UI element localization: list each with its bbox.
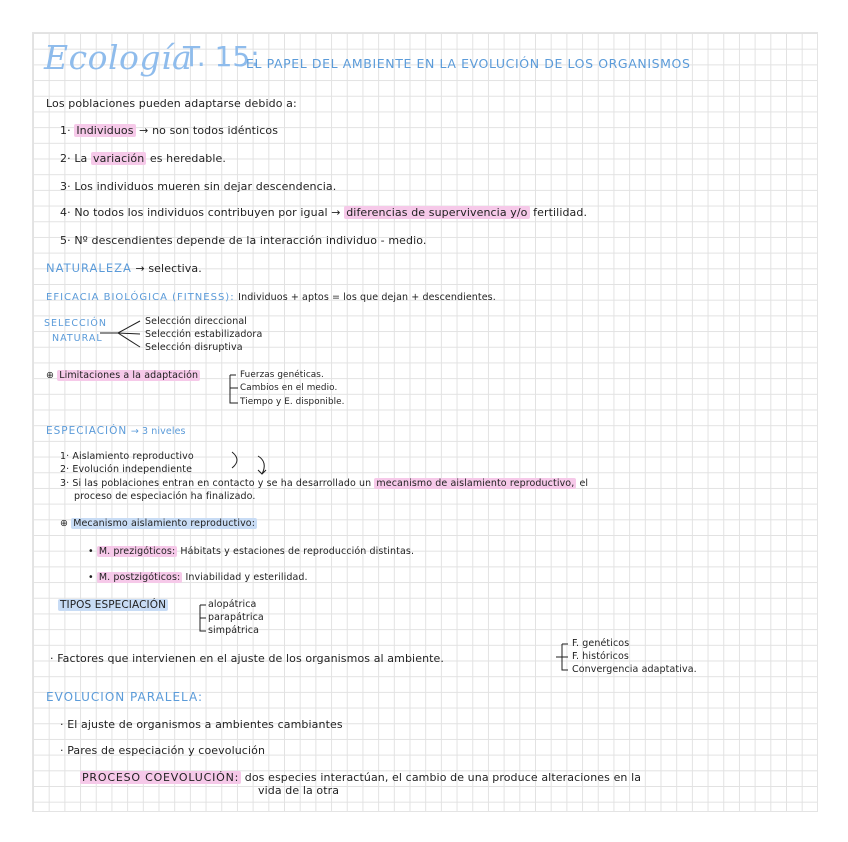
paralela-heading: EVOLUCION PARALELA: <box>46 690 204 704</box>
seleccion-type-2: Selección estabilizadora <box>145 329 263 340</box>
item-number: 2· <box>60 152 71 165</box>
limitaciones-bracket <box>230 375 238 403</box>
limitaciones-label: Limitaciones a la adaptación <box>59 370 199 381</box>
tipo-item-2: parapátrica <box>208 612 264 623</box>
circled-plus-icon: ⊕ <box>60 518 69 529</box>
title-number: T. 15: <box>183 40 260 73</box>
circled-plus-icon: ⊕ <box>46 370 55 381</box>
limitacion-item-3: Tiempo y E. disponible. <box>240 397 345 407</box>
post-text: Inviabilidad y esterilidad. <box>185 572 308 583</box>
item-text: es heredable. <box>149 152 226 165</box>
especiacion-item-1: 1· Aislamiento reproductivo <box>60 451 194 462</box>
pre-text: Hábitats y estaciones de reproducción distintas. <box>180 546 415 557</box>
especiacion-item-2: 2· Evolución independiente <box>60 464 193 475</box>
limitacion-item-1: Fuerzas genéticas. <box>240 370 324 380</box>
especiacion-item-3b: proceso de especiación ha finalizado. <box>74 491 256 502</box>
item-text: Nº descendientes depende de la interacción individuo - medio. <box>74 234 427 247</box>
item-number: 1· <box>60 124 71 137</box>
seleccion-type-3: Selección disruptiva <box>145 342 243 353</box>
eficacia-heading: EFICACIA BIOLÓGICA (FITNESS): <box>46 292 235 303</box>
naturaleza-heading: NATURALEZA <box>46 261 132 275</box>
factor-item-1: F. genéticos <box>572 638 630 649</box>
factor-item-2: F. históricos <box>572 651 629 662</box>
item-highlight: Individuos <box>76 124 134 137</box>
intro-lead: Los poblaciones pueden adaptarse debido a: <box>46 97 297 110</box>
title-main: EL PAPEL DEL AMBIENTE EN LA EVOLUCIÓN DE LOS ORGANISMOS <box>246 56 691 71</box>
eficacia-text: Individuos + aptos = los que dejan + descendientes. <box>238 292 496 303</box>
item-text: fertilidad. <box>533 206 588 219</box>
brace-icon <box>232 452 237 468</box>
tipos-heading: TIPOS ESPECIACIÓN <box>60 599 167 611</box>
item-number: 4· <box>60 206 71 219</box>
especiacion-heading: ESPECIACIÓN <box>46 425 128 437</box>
item-number: 5· <box>60 234 71 247</box>
factores-bracket <box>556 644 568 670</box>
proceso-line-2: vida de la otra <box>258 784 340 797</box>
tipos-bracket <box>200 605 206 631</box>
factores-text: · Factores que intervienen en el ajuste de los organismos al ambiente. <box>50 652 445 665</box>
seleccion-label-2: NATURAL <box>52 333 103 344</box>
proceso-label: PROCESO COEVOLUCIÓN: <box>82 771 240 784</box>
title-script: Ecología <box>44 38 193 77</box>
item-text: 3· Si las poblaciones entran en contacto y se ha desarrollado un <box>60 478 372 489</box>
seleccion-branch-1 <box>118 321 140 333</box>
limitacion-item-2: Cambios en el medio. <box>240 383 338 393</box>
tipo-item-3: simpátrica <box>208 625 260 636</box>
seleccion-type-1: Selección direccional <box>145 316 247 327</box>
arrow-down-icon <box>258 456 266 474</box>
item-text: → no son todos idénticos <box>139 124 279 137</box>
bullet: • <box>88 546 94 557</box>
item-text: Los individuos mueren sin dejar descendencia. <box>74 180 337 193</box>
item-highlight: variación <box>93 152 145 165</box>
naturaleza-text: → selectiva. <box>135 262 202 275</box>
item-highlight: diferencias de supervivencia y/o <box>346 206 528 219</box>
especiacion-suffix: → 3 niveles <box>130 426 186 437</box>
seleccion-label-1: SELECCIÓN <box>44 318 107 329</box>
seleccion-branch-3 <box>118 333 140 347</box>
item-number: 3· <box>60 180 71 193</box>
post-label: M. postzigóticos: <box>98 572 181 583</box>
seleccion-branch-2 <box>118 333 140 334</box>
tipo-item-1: alopátrica <box>208 599 257 610</box>
bullet: • <box>88 572 94 583</box>
pre-label: M. prezigóticos: <box>98 546 176 557</box>
item-highlight: mecanismo de aislamiento reproductivo, <box>376 478 575 489</box>
item-text: el <box>579 478 589 489</box>
mecanismo-label: Mecanismo aislamiento reproductivo: <box>73 518 256 529</box>
item-text: La <box>74 152 88 165</box>
factor-item-3: Convergencia adaptativa. <box>572 664 697 675</box>
proceso-text: dos especies interactúan, el cambio de una produce alteraciones en la <box>244 771 642 784</box>
item-text: No todos los individuos contribuyen por igual → <box>74 206 341 219</box>
paralela-item-2: · Pares de especiación y coevolución <box>60 744 266 757</box>
paralela-item-1: · El ajuste de organismos a ambientes cambiantes <box>60 718 343 731</box>
